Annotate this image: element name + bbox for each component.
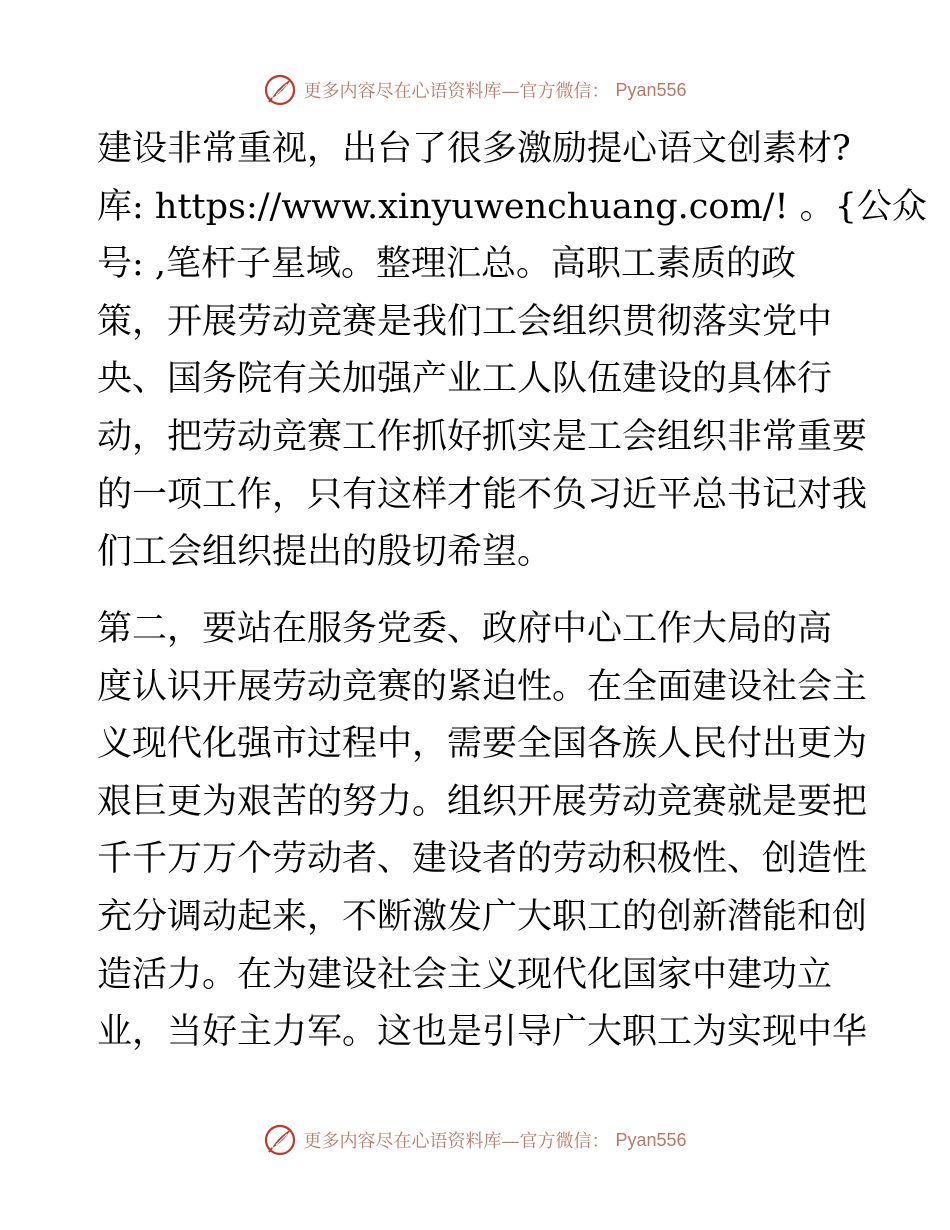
text-line: 策，开展劳动竞赛是我们工会组织贯彻落实党中 — [97, 301, 833, 342]
text-line: 建设非常重视，出台了很多激励提心语文创素材? — [97, 129, 851, 169]
quill-logo-icon — [263, 1123, 297, 1157]
watermark-wechat-id: Pyan556 — [615, 1129, 687, 1150]
paragraph-1 — [97, 121, 927, 582]
text-line: 央、国务院有关加强产业工人队伍建设的具体行 — [97, 359, 833, 400]
text-line: 业，当好主力军。这也是引导广大职工为实现中华 — [97, 1012, 868, 1053]
text-line: 第二，要站在服务党委、政府中心工作大局的高 — [97, 609, 833, 649]
text-line: 艰巨更为艰苦的努力。组织开展劳动竞赛就是要把 — [97, 781, 868, 822]
text-line: 度认识开展劳动竞赛的紧迫性。在全面建设社会主 — [97, 666, 868, 707]
text-line: 动，把劳动竞赛工作抓好抓实是工会组织非常重要 — [97, 416, 868, 457]
text-line: 库: https://www.xinyuwenchuang.com/! 。{公众 — [97, 186, 927, 227]
watermark-text: 更多内容尽在心语资料库—官方微信： — [303, 81, 610, 102]
quill-logo-icon — [263, 73, 297, 107]
text-line: 千千万万个劳动者、建设者的劳动积极性、创造性 — [97, 839, 868, 880]
header-watermark — [0, 70, 950, 110]
text-line: 号: ,笔杆子星域。整理汇总。高职工素质的政 — [97, 244, 797, 285]
watermark-text: 更多内容尽在心语资料库—官方微信： — [303, 1131, 610, 1152]
watermark-wechat-id: Pyan556 — [615, 79, 687, 100]
text-line: 义现代化强市过程中，需要全国各族人民付出更为 — [97, 724, 868, 765]
text-line: 充分调动起来，不断激发广大职工的创新潜能和创 — [97, 896, 868, 937]
text-line: 们工会组织提出的殷切希望。 — [97, 532, 553, 573]
text-line: 的一项工作，只有这样才能不负习近平总书记对我 — [97, 474, 868, 515]
text-line: 造活力。在为建设社会主义现代化国家中建功立 — [97, 954, 833, 995]
footer-watermark — [0, 1120, 950, 1160]
paragraph-2 — [97, 601, 868, 1062]
